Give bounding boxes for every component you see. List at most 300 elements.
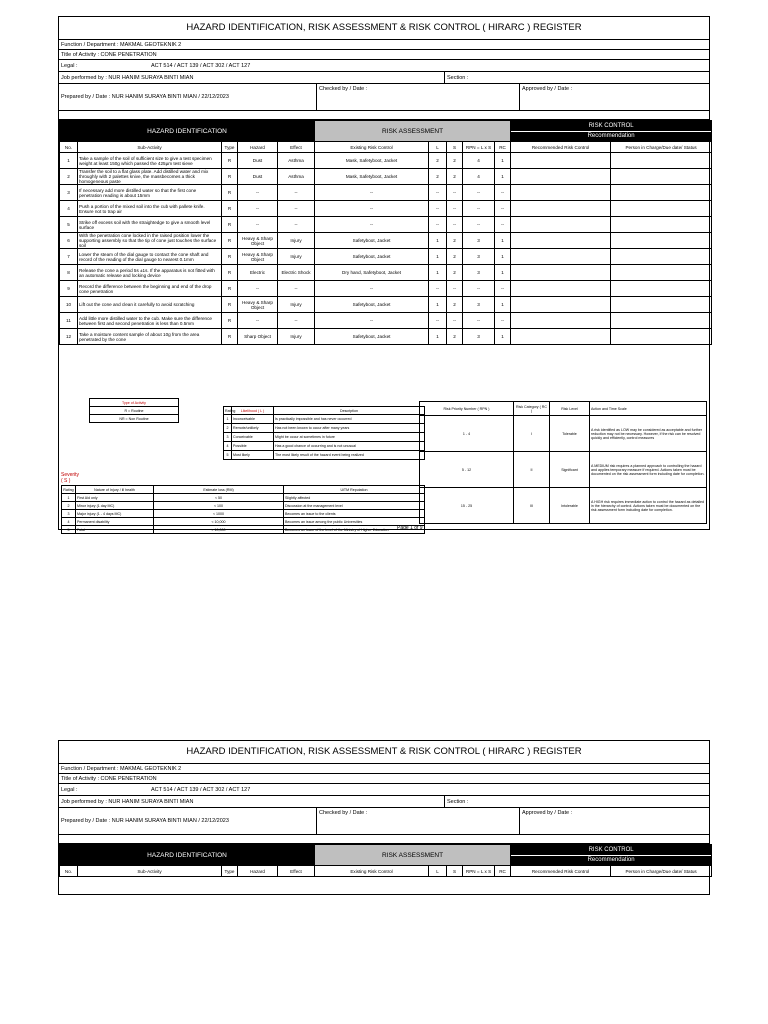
likelihood-name: Conceivable [232,433,274,442]
job-performed: Job performed by : NUR HANIM SURAYA BINTI MIAN [61,75,194,81]
cell-l: 1 [429,249,447,265]
hazard-row [60,233,712,249]
risk-control-band-2 [511,845,712,866]
likelihood-row [224,451,425,460]
cell-effect: Injury [278,249,315,265]
hazard-row [60,201,712,217]
cell-hazard: -- [238,185,278,201]
col-rc-2: RC [495,866,511,877]
cell-hazard: Heavy & Sharp Object [238,297,278,313]
cell-sub: If necessary add more distilled water so that the first cone penetration reading is about 15mm [78,185,222,201]
severity-row [62,526,425,534]
severity-row [62,494,425,502]
cell-effect: Electric Shock [278,265,315,281]
cell-recommended [511,329,611,345]
col-type: Type [222,142,238,153]
col-hazard: Hazard [238,142,278,153]
likelihood-rating: 3 [224,433,232,442]
cell-no: 3 [60,185,78,201]
cell-control: -- [315,185,429,201]
cell-control: Safetyboot, Jacket [315,249,429,265]
cell-l: 2 [429,153,447,169]
cell-s: -- [447,217,463,233]
title-of-activity-text: Title of Activity : CONE PENETRATION [61,52,157,58]
type-legend-title: Type of Activity [90,399,179,407]
likelihood-rating: 5 [224,451,232,460]
cell-type: R [222,217,238,233]
severity-h-rating: Rating [63,487,74,492]
likelihood-h-likelihood: Likelihood ( L ) [232,407,274,415]
likelihood-rows [224,415,425,460]
section-label: Section : [444,72,468,84]
likelihood-description: Has a good chance of occurring and is not unusual [274,442,425,451]
cell-type: R [222,233,238,249]
likelihood-row [224,442,425,451]
cell-control: -- [315,313,429,329]
cell-hazard: -- [238,201,278,217]
rpn-h-level: Risk Level [550,402,590,416]
severity-title [61,472,81,484]
cell-person [611,169,712,185]
severity-rating: 5 [62,526,76,534]
likelihood-description: The most likely result of the hazard event being realized [274,451,425,460]
likelihood-description: Has not been known to occur after many years [274,424,425,433]
legal-value-2: ACT 514 / ACT 139 / ACT 302 / ACT 127 [151,787,251,793]
cell-rpn: 3 [463,249,495,265]
risk-assessment-band: RISK ASSESSMENT [315,121,511,142]
cell-s: 2 [447,169,463,185]
col-recommended-control: Recommended Risk Control [511,142,611,153]
severity-reputation: Slightly affected [284,494,425,502]
cell-control: Safetyboot, Jacket [315,329,429,345]
title-of-activity-text-2: Title of Activity : CONE PENETRATION [61,776,157,782]
cell-effect: Asthma [278,153,315,169]
cell-s: 2 [447,153,463,169]
severity-nature: Minor injury (1 day MC) [76,502,154,510]
cell-type: R [222,297,238,313]
recommendation-label-2: Recommendation [511,855,711,865]
signoff-row [59,84,709,111]
cell-control: Mask, Safetyboot, Jacket [315,169,429,185]
cell-recommended [511,265,611,281]
severity-loss: < 10,000 [154,518,284,526]
cell-no: 10 [60,297,78,313]
risk-control-band [511,121,712,142]
severity-rating: 2 [62,502,76,510]
col-type-2: Type [222,866,238,877]
job-row-2 [59,796,709,808]
cell-s: -- [447,313,463,329]
col-recommended-control-2: Recommended Risk Control [511,866,611,877]
hazard-identification-band-2: HAZARD IDENTIFICATION [60,845,315,866]
hazard-row [60,217,712,233]
page-number: Page 1 of 9 [397,525,423,531]
cell-sub: Take a moisture content sample of about 10g from the area penetrated by the cone [78,329,222,345]
title-of-activity-2 [59,774,709,784]
col-effect: Effect [278,142,315,153]
cell-type: R [222,329,238,345]
column-header-row [60,142,712,153]
cell-s: 2 [447,265,463,281]
likelihood-name: Most likely [232,451,274,460]
cell-recommended [511,313,611,329]
cell-no: 9 [60,281,78,297]
cell-person [611,297,712,313]
severity-reputation: Discussion at the management level [284,502,425,510]
col-sub-activity: Sub-Activity [78,142,222,153]
cell-l: -- [429,201,447,217]
cell-no: 8 [60,265,78,281]
cell-l: 1 [429,233,447,249]
register-title: HAZARD IDENTIFICATION, RISK ASSESSMENT & RISK CONTROL ( HIRARC ) REGISTER [59,17,709,40]
cell-recommended [511,233,611,249]
col-s: S [447,142,463,153]
cell-no: 6 [60,233,78,249]
hazard-row [60,313,712,329]
cell-no: 7 [60,249,78,265]
rpn-range: 1 - 4 [420,416,514,452]
cell-sub: Record the difference between the beginning and end of the drop cone penetration [78,281,222,297]
cell-rpn: 3 [463,297,495,313]
cell-person [611,281,712,297]
cell-hazard: -- [238,313,278,329]
cell-l: -- [429,313,447,329]
cell-hazard: Electric [238,265,278,281]
likelihood-description: Is practically impossible and has never occurred [274,415,425,424]
signoff-row-2 [59,808,709,835]
title-of-activity [59,50,709,60]
severity-loss: < 50 [154,494,284,502]
cell-rpn: 4 [463,169,495,185]
likelihood-description: Might be occur at sometimes in future [274,433,425,442]
cell-sub: Strike off excess soil with the straightedge to give a smooth level surface [78,217,222,233]
severity-reputation: Becomes an issue among the public Universities [284,518,425,526]
hazard-row [60,185,712,201]
cell-hazard: -- [238,281,278,297]
rpn-action: A HIGH risk requires immediate action to control the hazard as detailed in the hierarchy of control. Actions taken must be documented on the risk assessment form including date for completion. [590,488,707,524]
hirarc-main-table [59,120,712,345]
cell-hazard: Dust [238,153,278,169]
hazard-rows [60,153,712,345]
hazard-row [60,169,712,185]
cell-type: R [222,201,238,217]
function-department-text-2: Function / Department : MAKMAL GEOTEKNIK 2 [61,766,182,772]
checked-by-2: Checked by / Date : [316,808,519,834]
col-existing-control: Existing Risk Control [315,142,429,153]
rpn-row [420,452,707,488]
cell-type: R [222,265,238,281]
cell-s: -- [447,201,463,217]
rpn-h-category: Risk Category ( RC ) [514,402,550,416]
col-hazard-2: Hazard [238,866,278,877]
cell-sub: Add little more distilled water to the cub. Make sure the difference between first and second penetration is less than 0.5mm [78,313,222,329]
severity-loss: > 10,000 [154,526,284,534]
cell-sub: With the penetration cone locked in the raised position lower the supporting assembly so that the tip of cone just touches the surface soil [78,233,222,249]
cell-hazard: -- [238,217,278,233]
severity-reputation: Becomes an issue to the clients [284,510,425,518]
cell-hazard: Sharp Object [238,329,278,345]
cell-rpn: 3 [463,329,495,345]
cell-control: Safetyboot, Jacket [315,297,429,313]
cell-s: 2 [447,329,463,345]
severity-rating: 1 [62,494,76,502]
severity-title-text: Severity ( S ) [61,472,80,484]
cell-type: R [222,153,238,169]
cell-recommended [511,201,611,217]
severity-loss: < 100 [154,502,284,510]
risk-control-label: RISK CONTROL [588,123,634,129]
col-existing-control-2: Existing Risk Control [315,866,429,877]
cell-effect: Injury [278,297,315,313]
legal-label: Legal : [61,63,78,69]
cell-l: -- [429,281,447,297]
col-person-in-charge: Person in Charge/Due date/ Status [611,142,712,153]
cell-sub: Lower the steam of the dial gauge to contact the cone shaft and record of the reading of the dial gauge to nearest 0.1mm [78,249,222,265]
cell-control: -- [315,281,429,297]
hazard-row [60,265,712,281]
prepared-by: Prepared by / Date : NUR HANIM SURAYA BINTI MIAN / 22/12/2023 [61,94,229,100]
register-title-2: HAZARD IDENTIFICATION, RISK ASSESSMENT & RISK CONTROL ( HIRARC ) REGISTER [59,741,709,764]
likelihood-rating: 4 [224,442,232,451]
col-rpn: RPN = L x S [463,142,495,153]
cell-rpn: 3 [463,265,495,281]
cell-person [611,249,712,265]
cell-rc: 1 [495,297,511,313]
col-l: L [429,142,447,153]
cell-recommended [511,297,611,313]
likelihood-h-rating: Rating [225,408,236,413]
legal-label-2: Legal : [61,787,78,793]
rpn-legend [419,401,707,524]
rpn-action: A risk identified as LOW may be considered as acceptable and further reduction may not be necessary. However, if the risk can be resolved quickly and efficiently, control measures [590,416,707,452]
section-label-2: Section : [444,796,468,808]
risk-control-label-2: RISK CONTROL [588,847,634,853]
column-header-row-2 [60,866,712,877]
checked-by: Checked by / Date : [316,84,519,110]
rpn-level: Significant [550,452,590,488]
rpn-level: Tolerable [550,416,590,452]
col-rpn-2: RPN = L x S [463,866,495,877]
cell-effect: Injury [278,233,315,249]
cell-l: -- [429,217,447,233]
legal-row [59,60,709,72]
type-legend-routine: R = Routine [90,407,179,415]
cell-person [611,329,712,345]
cell-rpn: -- [463,201,495,217]
cell-control: Safetyboot, Jacket [315,233,429,249]
severity-nature: First Aid only [76,494,154,502]
col-rc: RC [495,142,511,153]
cell-control: Mask, Safetyboot, Jacket [315,153,429,169]
cell-l: -- [429,185,447,201]
cell-effect: -- [278,217,315,233]
col-effect-2: Effect [278,866,315,877]
cell-rc: -- [495,201,511,217]
hazard-identification-band: HAZARD IDENTIFICATION [60,121,315,142]
severity-legend [61,485,425,534]
cell-s: 2 [447,233,463,249]
cell-recommended [511,249,611,265]
cell-rc: -- [495,281,511,297]
cell-hazard: Dust [238,169,278,185]
prepared-by-2: Prepared by / Date : NUR HANIM SURAYA BINTI MIAN / 22/12/2023 [61,818,229,824]
cell-no: 1 [60,153,78,169]
cell-person [611,153,712,169]
cell-rpn: 3 [463,233,495,249]
cell-rc: 1 [495,265,511,281]
severity-row [62,510,425,518]
cell-s: 2 [447,249,463,265]
col-no-2: No. [60,866,78,877]
cell-l: 1 [429,297,447,313]
likelihood-name: Inconceivable [232,415,274,424]
likelihood-name: Possible [232,442,274,451]
cell-s: -- [447,281,463,297]
severity-h-nature: Nature of Injury / ill health [76,486,154,494]
hazard-row [60,281,712,297]
severity-loss: < 1000 [154,510,284,518]
cell-rc: -- [495,185,511,201]
severity-nature: Fatal [76,526,154,534]
rpn-row [420,416,707,452]
cell-rc: -- [495,217,511,233]
rpn-range: 5 - 12 [420,452,514,488]
severity-reputation: Becomes an issue of the level of the Ministry of Higher Education [284,526,425,534]
cell-person [611,313,712,329]
cell-type: R [222,313,238,329]
cell-type: R [222,185,238,201]
col-s-2: S [447,866,463,877]
cell-s: 2 [447,297,463,313]
risk-assessment-band-2: RISK ASSESSMENT [315,845,511,866]
cell-person [611,201,712,217]
cell-no: 5 [60,217,78,233]
hazard-row [60,249,712,265]
cell-effect: -- [278,281,315,297]
likelihood-row [224,433,425,442]
cell-control: -- [315,201,429,217]
type-legend-nonroutine: NR = Non Routine [90,415,179,423]
cell-recommended [511,169,611,185]
cell-hazard: Heavy & Sharp Object [238,233,278,249]
cell-effect: -- [278,313,315,329]
cell-sub: Release the cone a period 5s ±1s. If the apparatus is not fitted with an automatic release and locking device [78,265,222,281]
job-performed-2: Job performed by : NUR HANIM SURAYA BINTI MIAN [61,799,194,805]
cell-rc: -- [495,313,511,329]
severity-h-loss: Estimate loss (RM) [154,486,284,494]
col-no: No. [60,142,78,153]
severity-row [62,518,425,526]
cell-person [611,233,712,249]
likelihood-rating: 1 [224,415,232,424]
rpn-category: II [514,452,550,488]
likelihood-row [224,415,425,424]
cell-sub: Push a portion of the mixed soil into the cub with pallete knife. Ensure not to trap air [78,201,222,217]
severity-rating: 4 [62,518,76,526]
function-department-2 [59,764,709,774]
hazard-row [60,297,712,313]
rpn-rows [420,416,707,524]
spacer-2 [59,835,709,844]
cell-effect: -- [278,185,315,201]
cell-recommended [511,217,611,233]
likelihood-name: Remote/unlikely [232,424,274,433]
cell-sub: Transfer the soil to a flat glass plate. Add distilled water and mix throughly with 2 palettes knive, the massbecomes a thick homogeneous paste [78,169,222,185]
legal-row-2 [59,784,709,796]
cell-rc: 1 [495,329,511,345]
cell-recommended [511,281,611,297]
cell-no: 12 [60,329,78,345]
cell-no: 2 [60,169,78,185]
cell-type: R [222,169,238,185]
severity-nature: Permanent disability [76,518,154,526]
cell-recommended [511,153,611,169]
cell-sub: Take a sample of the soil of sufficient size to give a test specimen weight at least 150g which passed the 425µm test sieve [78,153,222,169]
cell-rc: 1 [495,233,511,249]
rpn-range: 15 - 25 [420,488,514,524]
cell-rpn: -- [463,217,495,233]
cell-rpn: -- [463,281,495,297]
rpn-category: III [514,488,550,524]
cell-rc: 1 [495,249,511,265]
recommendation-label: Recommendation [511,131,711,141]
hirarc-sheet-page-2 [58,740,710,895]
severity-rows [62,494,425,534]
cell-sub: Lift out the cone and clean it carefully to avoid scratching [78,297,222,313]
cell-person [611,185,712,201]
cell-rpn: 4 [463,153,495,169]
cell-person [611,265,712,281]
likelihood-row [224,424,425,433]
cell-type: R [222,281,238,297]
cell-control: -- [315,217,429,233]
cell-type: R [222,249,238,265]
cell-effect: Asthma [278,169,315,185]
cell-hazard: Heavy & Sharp Object [238,249,278,265]
cell-control: Dry hand, Safetyboot, Jacket [315,265,429,281]
cell-effect: Injury [278,329,315,345]
likelihood-h-description: Description [274,407,425,415]
hirarc-sheet-page-1 [58,16,710,530]
col-person-in-charge-2: Person in Charge/Due date/ Status [611,866,712,877]
cell-l: 1 [429,265,447,281]
cell-rc: 1 [495,169,511,185]
likelihood-legend [223,406,425,460]
cell-no: 4 [60,201,78,217]
severity-row [62,502,425,510]
legal-value: ACT 514 / ACT 139 / ACT 302 / ACT 127 [151,63,251,69]
cell-no: 11 [60,313,78,329]
cell-s: -- [447,185,463,201]
cell-rpn: -- [463,313,495,329]
cell-person [611,217,712,233]
cell-rc: 1 [495,153,511,169]
rpn-action: A MEDIUM risk requires a planned approach to controlling the hazard and applies temporary measure if required. Actions taken must be documented on the risk assessment form including date for completion. [590,452,707,488]
severity-h-reputation: UiTM Reputation [284,486,425,494]
rpn-row [420,488,707,524]
col-sub-activity-2: Sub-Activity [78,866,222,877]
function-department-text: Function / Department : MAKMAL GEOTEKNIK 2 [61,42,182,48]
cell-effect: -- [278,201,315,217]
rpn-level: Intolerable [550,488,590,524]
hazard-row [60,329,712,345]
cell-recommended [511,185,611,201]
rpn-category: I [514,416,550,452]
cell-l: 2 [429,169,447,185]
type-of-activity-legend [89,398,179,423]
spacer [59,111,709,120]
severity-rating: 3 [62,510,76,518]
